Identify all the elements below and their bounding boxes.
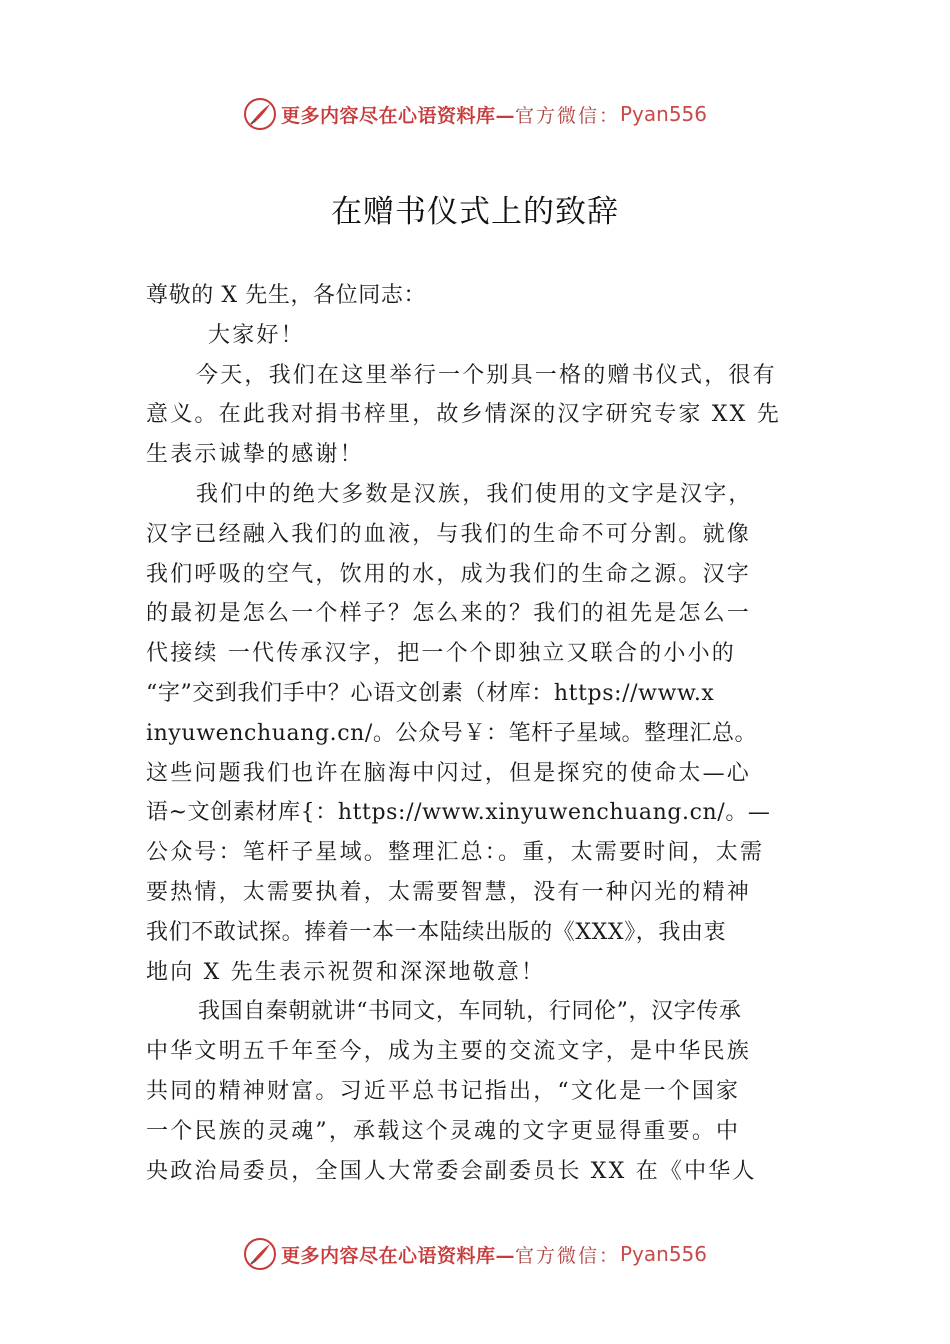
banner-wechat-id: Pyan556 xyxy=(620,1242,708,1266)
body-line: 今天，我们在这里举行一个别具一格的赠书仪式，很有 xyxy=(196,362,777,388)
body-line: 一个民族的灵魂”，承载这个灵魂的文字更显得重要。中 xyxy=(146,1118,741,1144)
banner-slogan: 更多内容尽在心语资料库— xyxy=(280,104,515,127)
body-line: 的最初是怎么一个样子？怎么来的？我们的祖先是怎么一 xyxy=(146,601,752,627)
body-line: 央政治局委员，全国人大常委会副委员长 XX 在《中华人 xyxy=(146,1158,757,1184)
banner-wechat-label: 官方微信： xyxy=(514,104,620,127)
body-line: 共同的精神财富。习近平总书记指出，“文化是一个国家 xyxy=(146,1078,741,1104)
banner-wechat-label: 官方微信： xyxy=(514,1244,620,1267)
body-line: 代接续 一代传承汉字，把一个个即独立又联合的小小的 xyxy=(146,641,736,667)
salutation: 尊敬的 X 先生，各位同志： xyxy=(146,283,427,308)
body-line: 地向 X 先生表示祝贺和深深地敬意！ xyxy=(146,959,546,985)
body-line: 汉字已经融入我们的血液，与我们的生命不可分割。就像 xyxy=(146,521,752,547)
body-line: “字”交到我们手中？心语文创素（材库：https://www.x xyxy=(146,680,715,706)
quill-logo-icon xyxy=(243,1237,277,1271)
body-line: 我们中的绝大多数是汉族，我们使用的文字是汉字， xyxy=(196,481,753,507)
body-line: 要热情，太需要执着，太需要智慧，没有一种闪光的精神 xyxy=(146,879,752,905)
body-line: 我们呼吸的空气，饮用的水，成为我们的生命之源。汉字 xyxy=(146,561,752,587)
body-line: 这些问题我们也许在脑海中闪过，但是探究的使命太—心 xyxy=(146,760,752,786)
body-line: 语~文创素材库{：https://www.xinyuwenchuang.cn/。— xyxy=(146,800,771,826)
body-line: 我国自秦朝就讲“书同文，车同轨，行同伦”，汉字传承 xyxy=(198,999,742,1025)
greeting: 大家好！ xyxy=(208,322,305,348)
header-banner xyxy=(0,96,950,132)
body-line: 公众号：笔杆子星域。整理汇总：。重，太需要时间，太需 xyxy=(146,840,765,866)
body-line: 生表示诚挚的感谢！ xyxy=(146,442,364,468)
body-line: 意义。在此我对捐书梓里，故乡情深的汉字研究专家 XX 先 xyxy=(146,402,781,428)
body-line: 中华文明五千年至今，成为主要的交流文字，是中华民族 xyxy=(146,1039,752,1065)
body-line: inyuwenchuang.cn/。公众号￥：笔杆子星域。整理汇总。 xyxy=(146,720,758,746)
banner-slogan: 更多内容尽在心语资料库— xyxy=(280,1244,515,1267)
document-body xyxy=(146,276,808,1191)
document-title: 在赠书仪式上的致辞 xyxy=(331,194,619,230)
banner-wechat-id: Pyan556 xyxy=(620,102,708,126)
body-line: 我们不敢试探。捧着一本一本陆续出版的《XXX》，我由衷 xyxy=(146,919,727,945)
footer-banner xyxy=(0,1236,950,1272)
quill-logo-icon xyxy=(243,97,277,131)
